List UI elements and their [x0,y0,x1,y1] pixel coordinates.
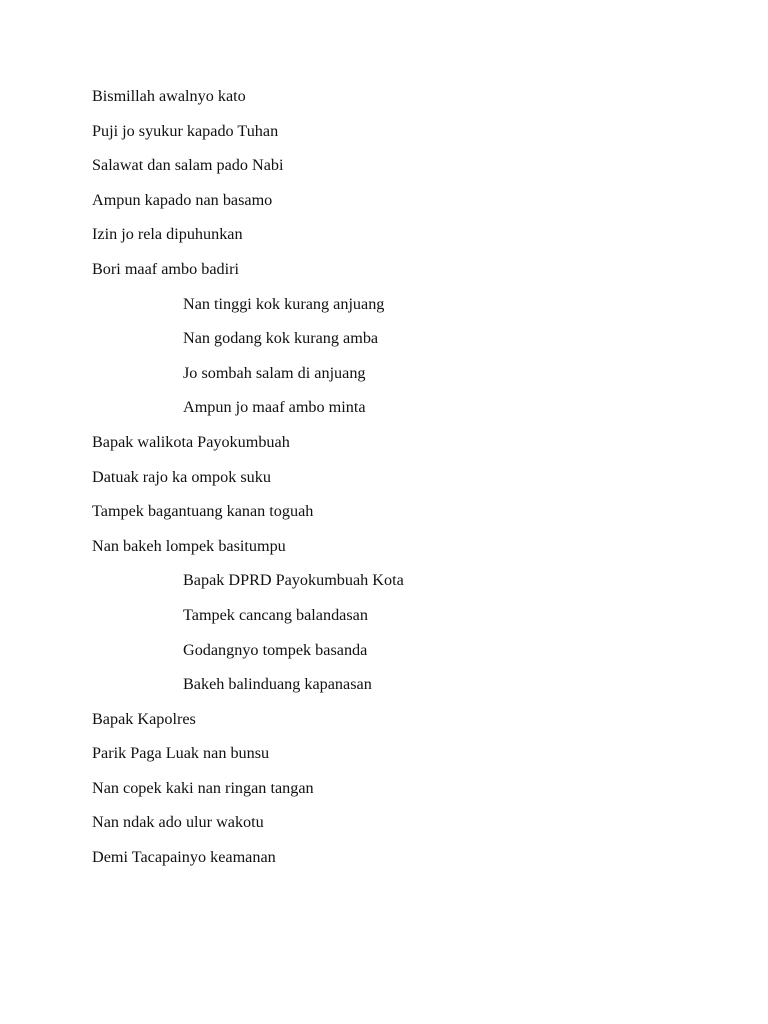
verse-line: Nan copek kaki nan ringan tangan [92,778,314,797]
verse-line: Bapak Kapolres [92,709,196,728]
verse-line: Izin jo rela dipuhunkan [92,225,243,244]
indented-verse-line: Bapak DPRD Payokumbuah Kota [183,571,404,590]
indented-verse-line: Ampun jo maaf ambo minta [183,398,366,417]
indented-verse-line: Nan tinggi kok kurang anjuang [183,294,385,313]
document-page [0,79,768,875]
indented-verse-line: Nan godang kok kurang amba [183,329,379,348]
verse-line: Nan ndak ado ulur wakotu [92,813,264,832]
indented-verse-line: Bakeh balinduang kapanasan [183,675,372,694]
verse-line: Bori maaf ambo badiri [92,259,239,278]
verse-line: Tampek bagantuang kanan toguah [92,502,314,521]
verse-line: Demi Tacapainyo keamanan [92,848,276,867]
verse-line: Ampun kapado nan basamo [92,190,273,209]
indented-verse-line: Jo sombah salam di anjuang [183,363,366,382]
verse-line: Datuak rajo ka ompok suku [92,467,271,486]
verse-line: Puji jo syukur kapado Tuhan [92,121,279,140]
verse-line: Salawat dan salam pado Nabi [92,156,284,175]
indented-verse-line: Godangnyo tompek basanda [183,640,368,659]
verse-line: Parik Paga Luak nan bunsu [92,744,270,763]
verse-line: Bapak walikota Payokumbuah [92,432,290,451]
indented-verse-line: Tampek cancang balandasan [183,605,368,624]
verse-line: Bismillah awalnyo kato [92,87,246,105]
verse-line: Nan bakeh lompek basitumpu [92,536,286,555]
